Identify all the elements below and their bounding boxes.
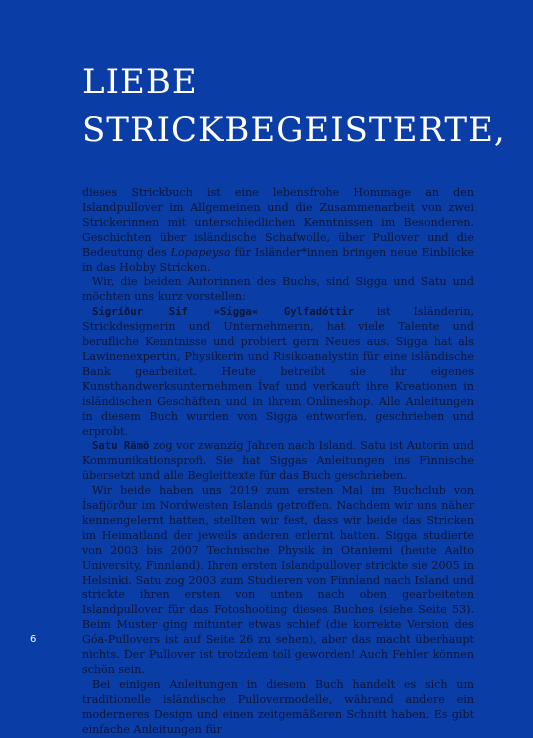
paragraph-authors: Wir, die beiden Autorinnen des Buchs, sind Sigga und Satu und möchten uns kurz vorstellen: — [82, 275, 474, 304]
paragraph-intro: dieses Strickbuch ist eine lebensfrohe Hommage an den Islandpullover im Allgemeinen und die Zusammenarbeit von zwei Strickerinnen mit unterschiedlichen Kenntnissen im Besonderen. Geschichten über isländische Schafwolle, über Pullover und die Bedeutung des Lopapeysa für Isländer*innen bringen neue Einblicke in das Hobby Stricken. — [82, 186, 474, 274]
author-name-satu: Satu Rämö — [92, 440, 150, 453]
paragraph-sigga: Sigríður Sif »Sigga« Gylfadóttir ist Isländerin, Strickdesignerin und Unternehmerin, hat viele Talente und berufliche Kenntnisse und probiert gern Neues aus. Sigga hat als Lawinenexpertin, Physikerin und Risikoanalystin für eine isländische Bank gearbeitet. Heute betreibt sie ihr eigenes Kunsthandwerksunternehmen Ívaf und verkauft ihre Kreationen in isländischen Geschäften und in ihrem Onlineshop. Alle Anleitungen in diesem Buch wurden von Sigga entworfen, geschrieben und erprobt. — [82, 305, 474, 438]
lopapeysa-term: Lopapeysa — [170, 245, 231, 259]
author-name-sigga: Sigríður Sif »Sigga« Gylfadóttir — [92, 306, 355, 319]
heading-line-2: STRICKBEGEISTERTE, — [82, 110, 506, 150]
paragraph-satu: Satu Rämö zog vor zwanzig Jahren nach Island. Satu ist Autorin und Kommunikationsprofi. Sie hat Siggas Anleitungen ins Finnische übersetzt und alle Begleittexte für das Buch geschrieben. — [82, 439, 474, 483]
body-text — [82, 186, 474, 738]
paragraph-story: Wir beide haben uns 2019 zum ersten Mal im Buchclub von Ísafjörður im Nordwesten Islands getroffen. Nachdem wir uns näher kennengelernt hatten, stellten wir fest, dass wir beide das Stricken im Heimatland der jeweils anderen erlernt hatten. Sigga studierte von 2003 bis 2007 Technische Physik in Otaniemi (heute Aalto University, Finnland). Ihren ersten Islandpullover strickte sie 2005 in Helsinki. Satu zog 2003 zum Studieren von Finnland nach Island und strickte ihren ersten von unten nach oben gearbeiteten Islandpullover für das Fotoshooting dieses Buches (siehe Seite 53). Beim Muster ging mitunter etwas schief (die korrekte Version des Góa-Pullovers ist auf Seite 26 zu sehen), aber das macht überhaupt nichts. Der Pullover ist trotzdem toll geworden! Auch Fehler können schön sein. — [82, 484, 474, 676]
page-number: 6 — [30, 634, 37, 645]
page-heading — [82, 58, 522, 154]
heading-line-1: LIEBE — [82, 62, 198, 102]
paragraph-patterns: Bei einigen Anleitungen in diesem Buch handelt es sich um traditionelle isländische Pullovermodelle, während andere ein moderneres Design und einen zeitgemäßeren Schnitt haben. Es gibt einfache Anleitungen für — [82, 677, 474, 736]
